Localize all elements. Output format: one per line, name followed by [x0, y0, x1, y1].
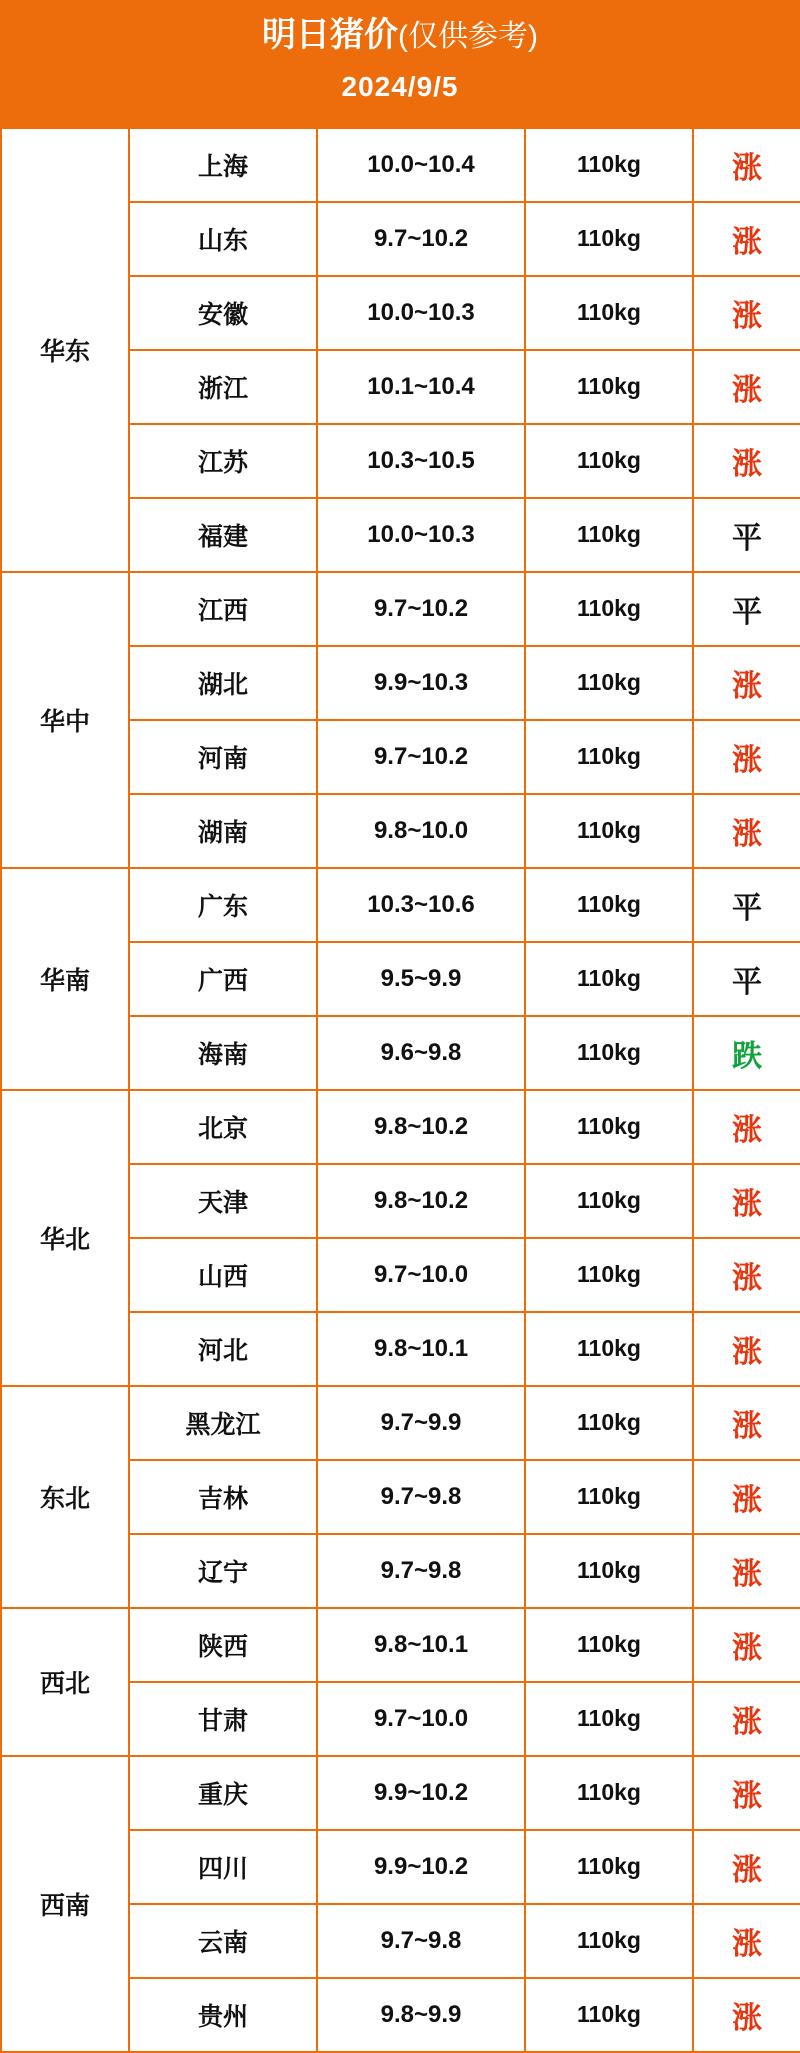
region-cell: 华南 — [1, 868, 129, 1090]
trend-cell: 涨 — [693, 128, 800, 202]
province-cell: 山西 — [129, 1238, 317, 1312]
weight-cell: 110kg — [525, 1608, 693, 1682]
weight-cell: 110kg — [525, 1904, 693, 1978]
weight-cell: 110kg — [525, 1756, 693, 1830]
weight-cell: 110kg — [525, 942, 693, 1016]
price-cell: 9.7~10.0 — [317, 1682, 525, 1756]
price-cell: 9.7~10.2 — [317, 202, 525, 276]
province-cell: 广东 — [129, 868, 317, 942]
weight-cell: 110kg — [525, 276, 693, 350]
province-cell: 福建 — [129, 498, 317, 572]
page-header — [0, 0, 800, 127]
province-cell: 河南 — [129, 720, 317, 794]
weight-cell: 110kg — [525, 1090, 693, 1164]
weight-cell: 110kg — [525, 868, 693, 942]
trend-cell: 涨 — [693, 350, 800, 424]
trend-cell: 涨 — [693, 1386, 800, 1460]
table-row — [1, 868, 800, 942]
province-cell: 云南 — [129, 1904, 317, 1978]
weight-cell: 110kg — [525, 1016, 693, 1090]
province-cell: 广西 — [129, 942, 317, 1016]
region-cell: 西北 — [1, 1608, 129, 1756]
province-cell: 辽宁 — [129, 1534, 317, 1608]
page-date: 2024/9/5 — [341, 70, 459, 102]
province-cell: 上海 — [129, 128, 317, 202]
trend-cell: 涨 — [693, 1090, 800, 1164]
trend-cell: 涨 — [693, 1682, 800, 1756]
province-cell: 重庆 — [129, 1756, 317, 1830]
price-cell: 9.8~10.2 — [317, 1090, 525, 1164]
region-cell: 华东 — [1, 128, 129, 572]
province-cell: 吉林 — [129, 1460, 317, 1534]
trend-cell: 涨 — [693, 1608, 800, 1682]
trend-cell: 平 — [693, 572, 800, 646]
price-cell: 9.8~9.9 — [317, 1978, 525, 2052]
price-cell: 9.7~9.8 — [317, 1534, 525, 1608]
trend-cell: 平 — [693, 942, 800, 1016]
weight-cell: 110kg — [525, 350, 693, 424]
price-cell: 9.9~10.2 — [317, 1756, 525, 1830]
weight-cell: 110kg — [525, 646, 693, 720]
province-cell: 浙江 — [129, 350, 317, 424]
weight-cell: 110kg — [525, 1164, 693, 1238]
province-cell: 贵州 — [129, 1978, 317, 2052]
province-cell: 湖北 — [129, 646, 317, 720]
trend-cell: 平 — [693, 868, 800, 942]
province-cell: 江西 — [129, 572, 317, 646]
price-cell: 9.9~10.2 — [317, 1830, 525, 1904]
trend-cell: 涨 — [693, 794, 800, 868]
page-title-sub: (仅供参考) — [398, 20, 538, 53]
price-cell: 9.5~9.9 — [317, 942, 525, 1016]
table-row — [1, 1090, 800, 1164]
province-cell: 黑龙江 — [129, 1386, 317, 1460]
price-table-body — [1, 128, 800, 2052]
province-cell: 天津 — [129, 1164, 317, 1238]
weight-cell: 110kg — [525, 1238, 693, 1312]
trend-cell: 涨 — [693, 1534, 800, 1608]
weight-cell: 110kg — [525, 1534, 693, 1608]
price-cell: 9.7~10.0 — [317, 1238, 525, 1312]
price-cell: 9.8~10.1 — [317, 1608, 525, 1682]
weight-cell: 110kg — [525, 1386, 693, 1460]
trend-cell: 涨 — [693, 1238, 800, 1312]
trend-cell: 涨 — [693, 202, 800, 276]
region-cell: 华北 — [1, 1090, 129, 1386]
weight-cell: 110kg — [525, 128, 693, 202]
weight-cell: 110kg — [525, 794, 693, 868]
weight-cell: 110kg — [525, 1830, 693, 1904]
province-cell: 四川 — [129, 1830, 317, 1904]
weight-cell: 110kg — [525, 1460, 693, 1534]
trend-cell: 涨 — [693, 1460, 800, 1534]
weight-cell: 110kg — [525, 1312, 693, 1386]
province-cell: 甘肃 — [129, 1682, 317, 1756]
province-cell: 陕西 — [129, 1608, 317, 1682]
trend-cell: 涨 — [693, 1312, 800, 1386]
price-cell: 9.8~10.2 — [317, 1164, 525, 1238]
region-cell: 华中 — [1, 572, 129, 868]
province-cell: 北京 — [129, 1090, 317, 1164]
province-cell: 河北 — [129, 1312, 317, 1386]
price-cell: 9.7~9.9 — [317, 1386, 525, 1460]
trend-cell: 跌 — [693, 1016, 800, 1090]
weight-cell: 110kg — [525, 1682, 693, 1756]
price-cell: 9.7~9.8 — [317, 1904, 525, 1978]
weight-cell: 110kg — [525, 498, 693, 572]
price-cell: 10.0~10.3 — [317, 276, 525, 350]
price-cell: 9.7~10.2 — [317, 572, 525, 646]
price-table — [0, 127, 800, 2053]
table-row — [1, 128, 800, 202]
price-cell: 10.0~10.4 — [317, 128, 525, 202]
price-cell: 9.7~9.8 — [317, 1460, 525, 1534]
province-cell: 海南 — [129, 1016, 317, 1090]
trend-cell: 涨 — [693, 1164, 800, 1238]
price-cell: 10.3~10.6 — [317, 868, 525, 942]
trend-cell: 涨 — [693, 720, 800, 794]
trend-cell: 涨 — [693, 646, 800, 720]
page-title-main: 明日猪价 — [262, 16, 398, 54]
price-cell: 10.1~10.4 — [317, 350, 525, 424]
price-cell: 9.7~10.2 — [317, 720, 525, 794]
weight-cell: 110kg — [525, 720, 693, 794]
region-cell: 西南 — [1, 1756, 129, 2052]
province-cell: 江苏 — [129, 424, 317, 498]
table-row — [1, 1756, 800, 1830]
table-row — [1, 1386, 800, 1460]
province-cell: 安徽 — [129, 276, 317, 350]
price-cell: 10.0~10.3 — [317, 498, 525, 572]
trend-cell: 涨 — [693, 1756, 800, 1830]
price-cell: 9.8~10.1 — [317, 1312, 525, 1386]
weight-cell: 110kg — [525, 202, 693, 276]
weight-cell: 110kg — [525, 424, 693, 498]
price-cell: 9.8~10.0 — [317, 794, 525, 868]
trend-cell: 涨 — [693, 424, 800, 498]
province-cell: 山东 — [129, 202, 317, 276]
trend-cell: 涨 — [693, 1830, 800, 1904]
table-row — [1, 572, 800, 646]
trend-cell: 涨 — [693, 276, 800, 350]
weight-cell: 110kg — [525, 1978, 693, 2052]
price-cell: 9.6~9.8 — [317, 1016, 525, 1090]
province-cell: 湖南 — [129, 794, 317, 868]
trend-cell: 平 — [693, 498, 800, 572]
table-row — [1, 1608, 800, 1682]
weight-cell: 110kg — [525, 572, 693, 646]
price-cell: 9.9~10.3 — [317, 646, 525, 720]
page-title — [0, 14, 800, 57]
price-cell: 10.3~10.5 — [317, 424, 525, 498]
trend-cell: 涨 — [693, 1978, 800, 2052]
region-cell: 东北 — [1, 1386, 129, 1608]
trend-cell: 涨 — [693, 1904, 800, 1978]
